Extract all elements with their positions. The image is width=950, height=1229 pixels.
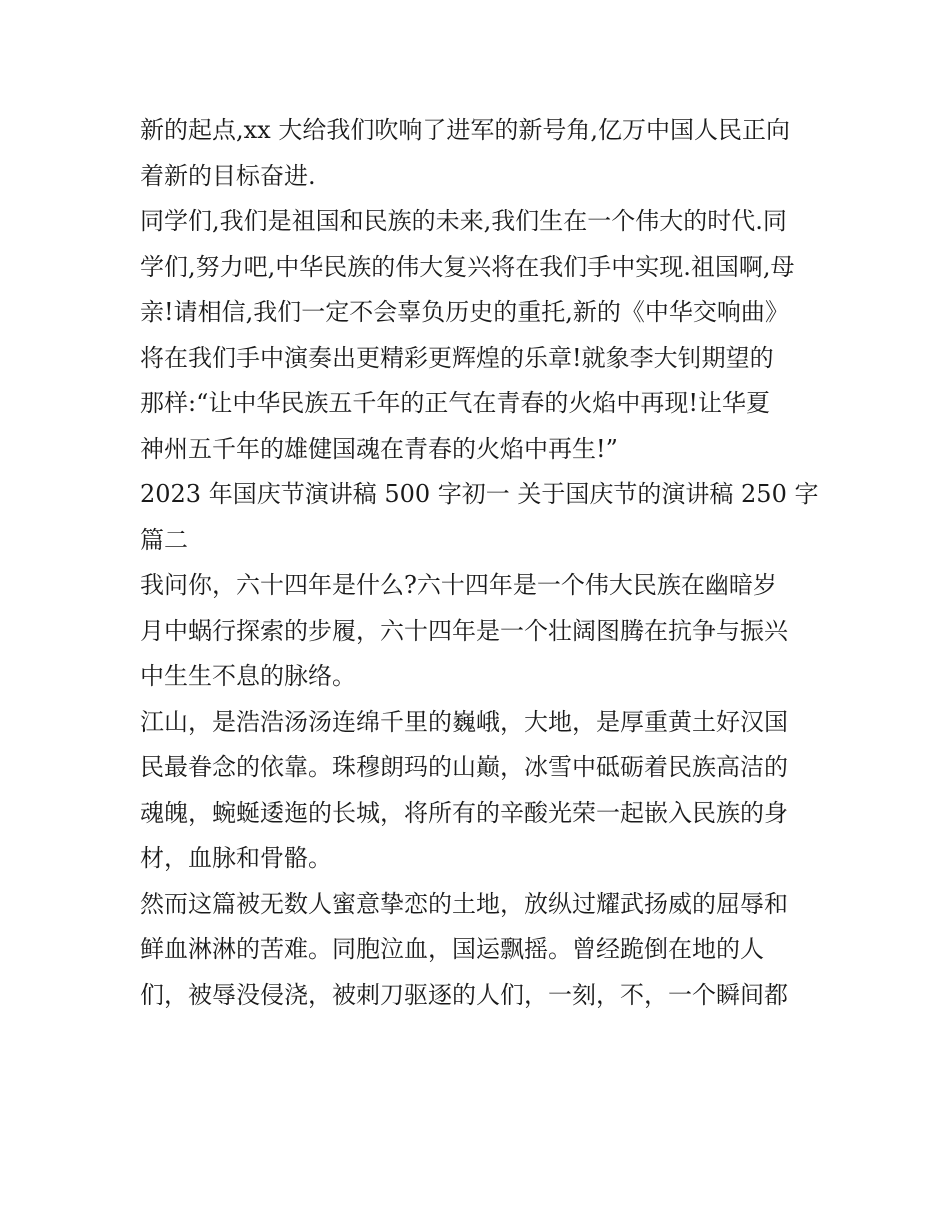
text-line: 着新的目标奋进. xyxy=(140,161,316,190)
text-line: 魂魄，蜿蜒逶迤的长城，将所有的辛酸光荣一起嵌入民族的身 xyxy=(140,798,788,827)
text-line: 新的起点,xx 大给我们吹响了进军的新号角,亿万中国人民正向 xyxy=(140,116,790,144)
text-line: 材，血脉和骨骼。 xyxy=(140,844,332,872)
section-subtitle: 篇二 xyxy=(140,525,188,554)
text-line: 中生生不息的脉络。 xyxy=(140,662,356,690)
text-line: 江山，是浩浩汤汤连绵千里的巍峨，大地，是厚重黄土好汉国 xyxy=(140,707,788,736)
text-line: 然而这篇被无数人蜜意挚恋的土地，放纵过耀武扬威的屈辱和 xyxy=(140,889,788,918)
text-line: 同学们,我们是祖国和民族的未来,我们生在一个伟大的时代.同 xyxy=(140,207,787,235)
text-line: 民最眷念的依靠。珠穆朗玛的山巅，冰雪中砥砺着民族高洁的 xyxy=(140,753,788,781)
section-title: 2023 年国庆节演讲稿 500 字初一 关于国庆节的演讲稿 250 字 xyxy=(140,480,819,508)
text-line: 们，被辱没侵浇，被刺刀驱逐的人们，一刻，不，一个瞬间都 xyxy=(140,980,788,1009)
text-line: 学们,努力吧,中华民族的伟大复兴将在我们手中实现.祖国啊,母 xyxy=(140,252,795,281)
text-line: 将在我们手中演奏出更精彩更辉煌的乐章!就象李大钊期望的 xyxy=(140,343,774,372)
text-line: 我问你，六十四年是什么?六十四年是一个伟大民族在幽暗岁 xyxy=(140,571,777,599)
body-text xyxy=(140,108,820,1018)
text-line: 神州五千年的雄健国魂在青春的火焰中再生!” xyxy=(140,434,618,463)
text-line: 月中蜗行探索的步履，六十四年是一个壮阔图腾在抗争与振兴 xyxy=(140,616,788,645)
text-line: 鲜血淋淋的苦难。同胞泣血，国运飘摇。曾经跪倒在地的人 xyxy=(140,935,764,963)
text-line: 亲!请相信,我们一定不会辜负历史的重托,新的《中华交响曲》 xyxy=(140,298,789,326)
text-line: 那样:“让中华民族五千年的正气在青春的火焰中再现!让华夏 xyxy=(140,389,770,417)
